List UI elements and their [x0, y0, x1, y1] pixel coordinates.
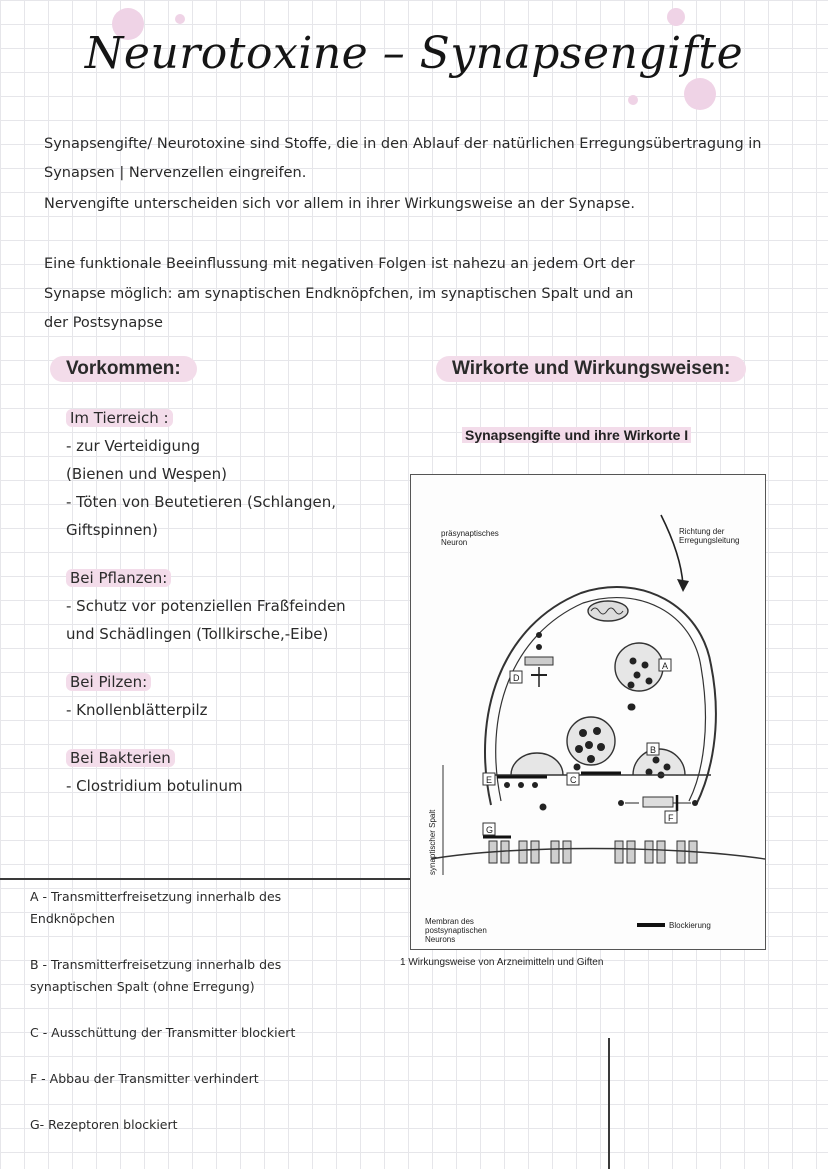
synapse-diagram	[410, 474, 766, 950]
bakterien-heading: Bei Bakterien	[66, 749, 175, 767]
list-item: und Schädlingen (Tollkirsche,-Eibe)	[66, 625, 329, 643]
postsynaptic-membrane	[431, 849, 765, 860]
marker-g: G	[486, 825, 494, 835]
vesicle	[615, 643, 663, 691]
divider-line	[0, 878, 412, 880]
wirkorte-heading: Wirkorte und Wirkungsweisen:	[436, 356, 746, 382]
marker-e: E	[486, 775, 493, 785]
page-title: Neurotoxine – Synapsengifte	[84, 28, 744, 79]
marker-d: D	[513, 673, 520, 683]
legend-a-cont: Endknöpchen	[30, 911, 115, 926]
blockierung-legend-bar	[637, 923, 665, 927]
legend	[30, 886, 295, 1160]
tier-heading: Im Tierreich :	[66, 409, 173, 427]
decor-dot	[684, 78, 716, 110]
pilze-heading: Bei Pilzen:	[66, 673, 151, 691]
label-praesynaptisch: präsynaptisches	[441, 529, 499, 538]
intro-line: Nervengifte unterscheiden sich vor allem in ihrer Wirkungsweise an der Synapse.	[44, 196, 635, 212]
mitochondrion	[588, 601, 628, 621]
diagram-title: Synapsengifte und ihre Wirkorte I	[462, 427, 691, 443]
label-richtung: Richtung der	[679, 527, 725, 536]
label-membran-3: Neurons	[425, 935, 456, 944]
list-item: - Töten von Beutetieren (Schlangen,	[66, 493, 337, 511]
vorkommen-list	[66, 404, 346, 800]
label-blockierung: Blockierung	[669, 921, 711, 930]
list-item: - Knollenblätterpilz	[66, 701, 208, 719]
vorkommen-heading: Vorkommen:	[50, 356, 197, 382]
legend-b: B - Transmitterfreisetzung innerhalb des	[30, 957, 282, 972]
marker-f: F	[668, 813, 674, 823]
decor-dot	[667, 8, 685, 26]
synthesis-site	[525, 657, 553, 665]
list-item: - Schutz vor potenziellen Fraßfeinden	[66, 597, 346, 615]
intro-line: Synapse möglich: am synaptischen Endknöpfchen, im synaptischen Spalt und an	[44, 286, 634, 302]
pflanzen-heading: Bei Pflanzen:	[66, 569, 171, 587]
marker-a: A	[662, 661, 669, 671]
direction-arrow	[661, 515, 683, 585]
label-membran-2: postsynaptischen	[425, 926, 487, 935]
legend-f: F - Abbau der Transmitter verhindert	[30, 1071, 259, 1086]
marker-b: B	[650, 745, 657, 755]
legend-a: A - Transmitterfreisetzung innerhalb des	[30, 889, 282, 904]
diagram-caption: 1 Wirkungsweise von Arzneimitteln und Giften	[400, 957, 604, 968]
intro-line: der Postsynapse	[44, 315, 163, 331]
legend-b-cont: synaptischen Spalt (ohne Erregung)	[30, 979, 255, 994]
legend-c: C - Ausschüttung der Transmitter blockiert	[30, 1025, 296, 1040]
list-item: - zur Verteidigung	[66, 437, 201, 455]
receptors	[489, 841, 697, 863]
fused-vesicle	[511, 753, 563, 775]
list-item: - Clostridium botulinum	[66, 777, 243, 795]
synapse-illustration	[411, 475, 765, 949]
intro-line: Synapsen | Nervenzellen eingreifen.	[44, 165, 307, 181]
decor-dot	[628, 95, 638, 105]
label-membran: Membran des	[425, 917, 474, 926]
label-spalt: synaptischer Spalt	[428, 809, 437, 875]
list-item: Giftspinnen)	[66, 521, 158, 539]
intro-line: Eine funktionale Beeinflussung mit negativen Folgen ist nahezu an jedem Ort der	[44, 256, 635, 272]
intro-line: Synapsengifte/ Neurotoxine sind Stoffe, die in den Ablauf der natürlichen Erregungsübertragung in	[44, 136, 762, 152]
divider-line	[608, 1038, 610, 1169]
list-item: (Bienen und Wespen)	[66, 465, 227, 483]
decor-dot	[175, 14, 185, 24]
arrowhead-icon	[677, 579, 689, 592]
label-richtung-2: Erregungsleitung	[679, 536, 740, 545]
legend-g: G- Rezeptoren blockiert	[30, 1117, 178, 1132]
label-praesynaptisch-2: Neuron	[441, 538, 468, 547]
marker-c: C	[570, 775, 577, 785]
